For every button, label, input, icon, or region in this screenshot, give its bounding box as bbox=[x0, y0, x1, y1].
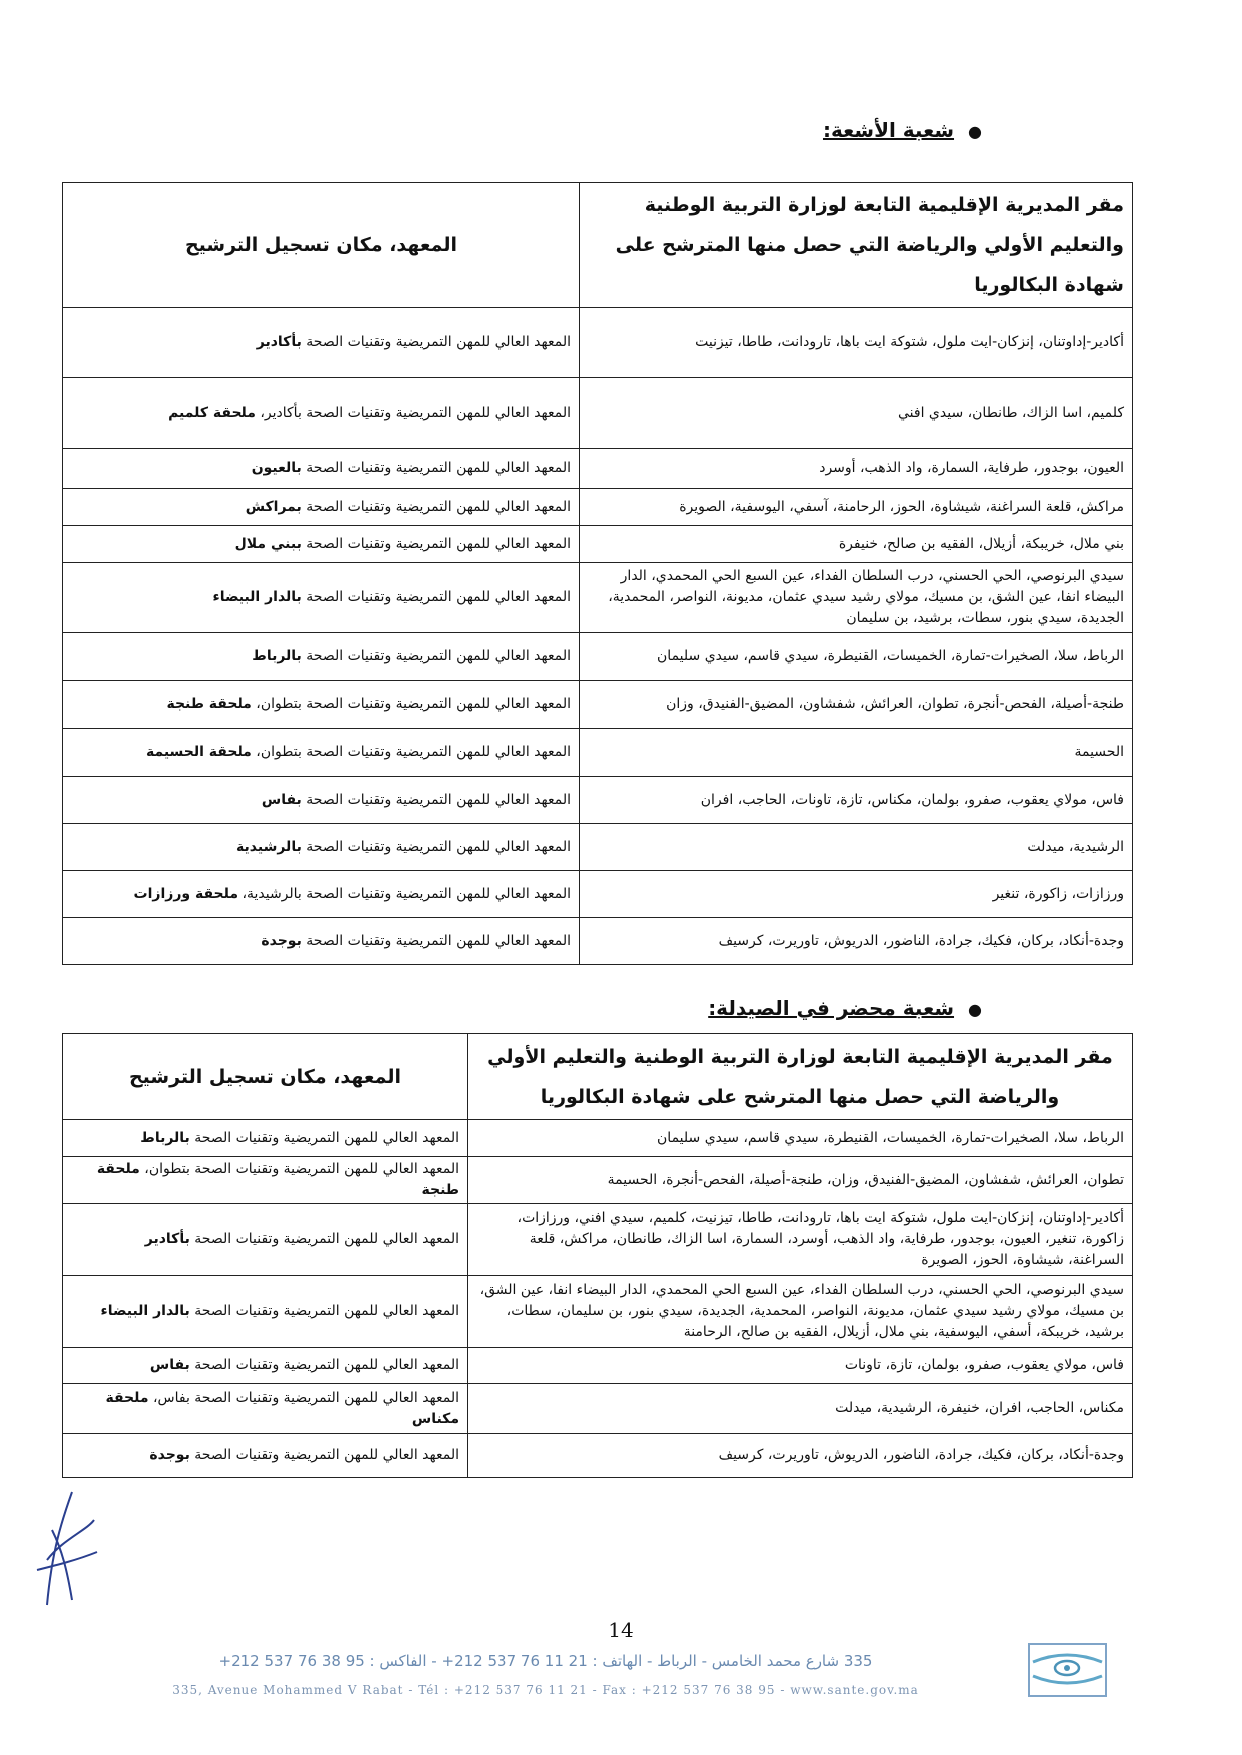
region-cell: سيدي البرنوصي، الحي الحسني، درب السلطان الفداء، عين السبع الحي المحمدي، الدار البيضاء انفا، عين الشق، بن مسيك، مولاي رشيد سيدي عثمان، مديونة، النواصر، المحمدية، الجديدة، سيدي بنور، سطات، برشيد، بن سليمان bbox=[580, 563, 1133, 633]
region-cell: الرباط، سلا، الصخيرات-تمارة، الخميسات، القنيطرة، سيدي قاسم، سيدي سليمان bbox=[580, 633, 1133, 681]
header-region: مقر المديرية الإقليمية التابعة لوزارة التربية الوطنية والتعليم الأولي والرياضة التي حصل منها المترشح على شهادة البكالوريا bbox=[580, 183, 1133, 308]
header-institute: المعهد، مكان تسجيل الترشيح bbox=[63, 1034, 468, 1120]
institute-name: المعهد العالي للمهن التمريضية وتقنيات الصحة bbox=[301, 838, 571, 855]
institute-location: بوجدة bbox=[261, 932, 302, 949]
institute-location: بالدار البيضاء bbox=[100, 1303, 190, 1319]
table-row bbox=[63, 824, 1133, 871]
institute-location: ملحقة مكناس bbox=[105, 1389, 459, 1427]
institute-location: بفاس bbox=[149, 1357, 190, 1373]
table-row bbox=[63, 378, 1133, 449]
institute-name: المعهد العالي للمهن التمريضية وتقنيات الصحة بأكادير، bbox=[255, 404, 571, 421]
institute-name: المعهد العالي للمهن التمريضية وتقنيات الصحة bbox=[189, 1357, 459, 1373]
table-row bbox=[63, 918, 1133, 965]
ministry-logo-icon bbox=[1025, 1640, 1110, 1700]
header-institute: المعهد، مكان تسجيل الترشيح bbox=[63, 183, 580, 308]
institute-location: ببني ملال bbox=[234, 535, 302, 552]
table-row bbox=[63, 633, 1133, 681]
table-row bbox=[63, 449, 1133, 489]
region-cell: مكناس، الحاجب، افران، خنيفرة، الرشيدية، ميدلت bbox=[468, 1384, 1133, 1434]
institute-location: بالرباط bbox=[140, 1129, 190, 1146]
region-cell: وجدة-أنكاد، بركان، فكيك، جرادة، الناضور، الدريوش، تاوريرت، كرسيف bbox=[580, 918, 1133, 965]
institute-cell bbox=[63, 729, 580, 777]
institute-cell bbox=[63, 489, 580, 526]
radiology-table bbox=[62, 182, 1133, 965]
region-cell: تطوان، العرائش، شفشاون، المضيق-الفنيدق، وزان، طنجة-أصيلة، الفحص-أنجرة، الحسيمة bbox=[468, 1157, 1133, 1204]
institute-location: بفاس bbox=[261, 791, 302, 808]
region-cell: الرشيدية، ميدلت bbox=[580, 824, 1133, 871]
table-row bbox=[63, 489, 1133, 526]
institute-cell bbox=[63, 633, 580, 681]
region-cell: فاس، مولاي يعقوب، صفرو، بولمان، مكناس، تازة، تاونات، الحاجب، افران bbox=[580, 777, 1133, 824]
bullet-icon: ● bbox=[968, 1000, 982, 1019]
institute-cell bbox=[63, 1120, 468, 1157]
institute-location: ملحقة طنجة bbox=[96, 1161, 459, 1198]
institute-name: المعهد العالي للمهن التمريضية وتقنيات الصحة بتطوان، bbox=[139, 1161, 459, 1177]
signature-mark bbox=[32, 1490, 102, 1610]
table-row bbox=[63, 1434, 1133, 1478]
region-cell: كلميم، اسا الزاك، طانطان، سيدي افني bbox=[580, 378, 1133, 449]
institute-cell bbox=[63, 918, 580, 965]
table-row bbox=[63, 1157, 1133, 1204]
institute-name: المعهد العالي للمهن التمريضية وتقنيات الصحة بتطوان، bbox=[251, 696, 571, 712]
institute-name: المعهد العالي للمهن التمريضية وتقنيات الصحة bbox=[301, 589, 571, 605]
region-cell: طنجة-أصيلة، الفحص-أنجرة، تطوان، العرائش، شفشاون، المضيق-الفنيدق، وزان bbox=[580, 681, 1133, 729]
institute-cell bbox=[63, 1384, 468, 1434]
region-cell: أكادير-إداوتنان، إنزكان-ايت ملول، شتوكة ايت باها، تارودانت، طاطا، تيزنيت bbox=[580, 308, 1133, 378]
region-cell: مراكش، قلعة السراغنة، شيشاوة، الحوز، الرحامنة، آسفي، اليوسفية، الصويرة bbox=[580, 489, 1133, 526]
table-row bbox=[63, 1276, 1133, 1348]
institute-cell bbox=[63, 1434, 468, 1478]
radiology-table-body bbox=[63, 308, 1133, 965]
header-region: مقر المديرية الإقليمية التابعة لوزارة التربية الوطنية والتعليم الأولي والرياضة التي حصل منها المترشح على شهادة البكالوريا bbox=[468, 1034, 1133, 1120]
table-row bbox=[63, 563, 1133, 633]
institute-name: المعهد العالي للمهن التمريضية وتقنيات الصحة bbox=[301, 498, 571, 515]
footer-address-arabic: 335 شارع محمد الخامس - الرباط - الهاتف : 21 11 76 537 212+ - الفاكس : 95 38 76 537 212+ bbox=[218, 1652, 873, 1670]
table-row bbox=[63, 1120, 1133, 1157]
region-cell: أكادير-إداوتنان، إنزكان-ايت ملول، شتوكة ايت باها، تارودانت، طاطا، تيزنيت، كلميم، سيدي افني، ورزازات، زاكورة، تنغير، العيون، بوجدور، طرفاية، واد الذهب، أوسرد، السمارة، اسا الزاك، طانطان، مراكش، قلعة السراغنة، شيشاوة، الحوز، الصويرة bbox=[468, 1204, 1133, 1276]
institute-cell bbox=[63, 308, 580, 378]
section-title-radiology: ●شعبة الأشعة: bbox=[822, 118, 982, 142]
institute-cell bbox=[63, 1276, 468, 1348]
institute-cell bbox=[63, 1157, 468, 1204]
institute-cell bbox=[63, 681, 580, 729]
bullet-icon: ● bbox=[968, 122, 982, 141]
institute-name: المعهد العالي للمهن التمريضية وتقنيات الصحة bbox=[189, 1129, 459, 1146]
institute-name: المعهد العالي للمهن التمريضية وتقنيات الصحة bbox=[189, 1303, 459, 1319]
institute-cell bbox=[63, 1204, 468, 1276]
institute-location: بالرشيدية bbox=[236, 838, 302, 855]
institute-name: المعهد العالي للمهن التمريضية وتقنيات الصحة بالرشيدية، bbox=[238, 885, 571, 902]
page-number: 14 bbox=[608, 1618, 634, 1642]
institute-name: المعهد العالي للمهن التمريضية وتقنيات الصحة bbox=[301, 648, 571, 664]
institute-location: بالعيون bbox=[251, 460, 302, 476]
table-row bbox=[63, 1204, 1133, 1276]
table-row bbox=[63, 729, 1133, 777]
region-cell: الحسيمة bbox=[580, 729, 1133, 777]
table-row bbox=[63, 871, 1133, 918]
institute-name: المعهد العالي للمهن التمريضية وتقنيات الصحة بتطوان، bbox=[251, 744, 571, 760]
institute-cell bbox=[63, 563, 580, 633]
region-cell: العيون، بوجدور، طرفاية، السمارة، واد الذهب، أوسرد bbox=[580, 449, 1133, 489]
institute-location: بأكادير bbox=[144, 1231, 190, 1247]
table-row bbox=[63, 681, 1133, 729]
institute-cell bbox=[63, 1348, 468, 1384]
institute-cell bbox=[63, 871, 580, 918]
pharmacy-table-body bbox=[63, 1120, 1133, 1478]
region-cell: ورزازات، زاكورة، تنغير bbox=[580, 871, 1133, 918]
institute-cell bbox=[63, 526, 580, 563]
section-title-pharmacy: ●شعبة محضر في الصيدلة: bbox=[708, 996, 982, 1020]
table-row bbox=[63, 777, 1133, 824]
region-cell: وجدة-أنكاد، بركان، فكيك، جرادة، الناضور، الدريوش، تاوريرت، كرسيف bbox=[468, 1434, 1133, 1478]
footer-address-french: 335, Avenue Mohammed V Rabat - Tél : +212 537 76 11 21 - Fax : +212 537 76 38 95 - www.sante.gov.ma bbox=[172, 1683, 919, 1697]
institute-name: المعهد العالي للمهن التمريضية وتقنيات الصحة bbox=[189, 1447, 459, 1463]
institute-location: ملحقة الحسيمة bbox=[145, 744, 252, 760]
region-cell: بني ملال، خريبكة، أزيلال، الفقيه بن صالح، خنيفرة bbox=[580, 526, 1133, 563]
institute-location: ملحقة كلميم bbox=[168, 404, 256, 421]
institute-name: المعهد العالي للمهن التمريضية وتقنيات الصحة bbox=[189, 1231, 459, 1247]
table-row bbox=[63, 308, 1133, 378]
table-row bbox=[63, 526, 1133, 563]
institute-location: بالرباط bbox=[252, 648, 302, 664]
table-row bbox=[63, 1384, 1133, 1434]
institute-location: ملحقة ورزازات bbox=[133, 885, 238, 902]
institute-location: بوجدة bbox=[149, 1447, 190, 1463]
institute-cell bbox=[63, 449, 580, 489]
institute-location: بأكادير bbox=[256, 334, 302, 350]
institute-cell bbox=[63, 378, 580, 449]
institute-cell bbox=[63, 777, 580, 824]
institute-location: ملحقة طنجة bbox=[166, 696, 252, 712]
institute-name: المعهد العالي للمهن التمريضية وتقنيات الصحة bbox=[301, 791, 571, 808]
institute-location: بالدار البيضاء bbox=[212, 589, 302, 605]
institute-location: بمراكش bbox=[245, 498, 302, 515]
region-cell: الرباط، سلا، الصخيرات-تمارة، الخميسات، القنيطرة، سيدي قاسم، سيدي سليمان bbox=[468, 1120, 1133, 1157]
institute-name: المعهد العالي للمهن التمريضية وتقنيات الصحة bbox=[301, 460, 571, 476]
institute-cell bbox=[63, 824, 580, 871]
institute-name: المعهد العالي للمهن التمريضية وتقنيات الصحة بفاس، bbox=[148, 1389, 459, 1406]
pharmacy-table bbox=[62, 1033, 1133, 1478]
table-row bbox=[63, 1348, 1133, 1384]
region-cell: سيدي البرنوصي، الحي الحسني، درب السلطان الفداء، عين السبع الحي المحمدي، الدار البيضاء انفا، عين الشق، بن مسيك، مولاي رشيد سيدي عثمان، مديونة، النواصر، المحمدية، الجديدة، سيدي بنور، بن سليمان، سطات، برشيد، خريبكة، أسفي، اليوسفية، بني ملال، أزيلال، الفقيه بن صالح، الرحامنة bbox=[468, 1276, 1133, 1348]
institute-name: المعهد العالي للمهن التمريضية وتقنيات الصحة bbox=[301, 535, 571, 552]
institute-name: المعهد العالي للمهن التمريضية وتقنيات الصحة bbox=[301, 334, 571, 350]
region-cell: فاس، مولاي يعقوب، صفرو، بولمان، تازة، تاونات bbox=[468, 1348, 1133, 1384]
institute-name: المعهد العالي للمهن التمريضية وتقنيات الصحة bbox=[301, 932, 571, 949]
